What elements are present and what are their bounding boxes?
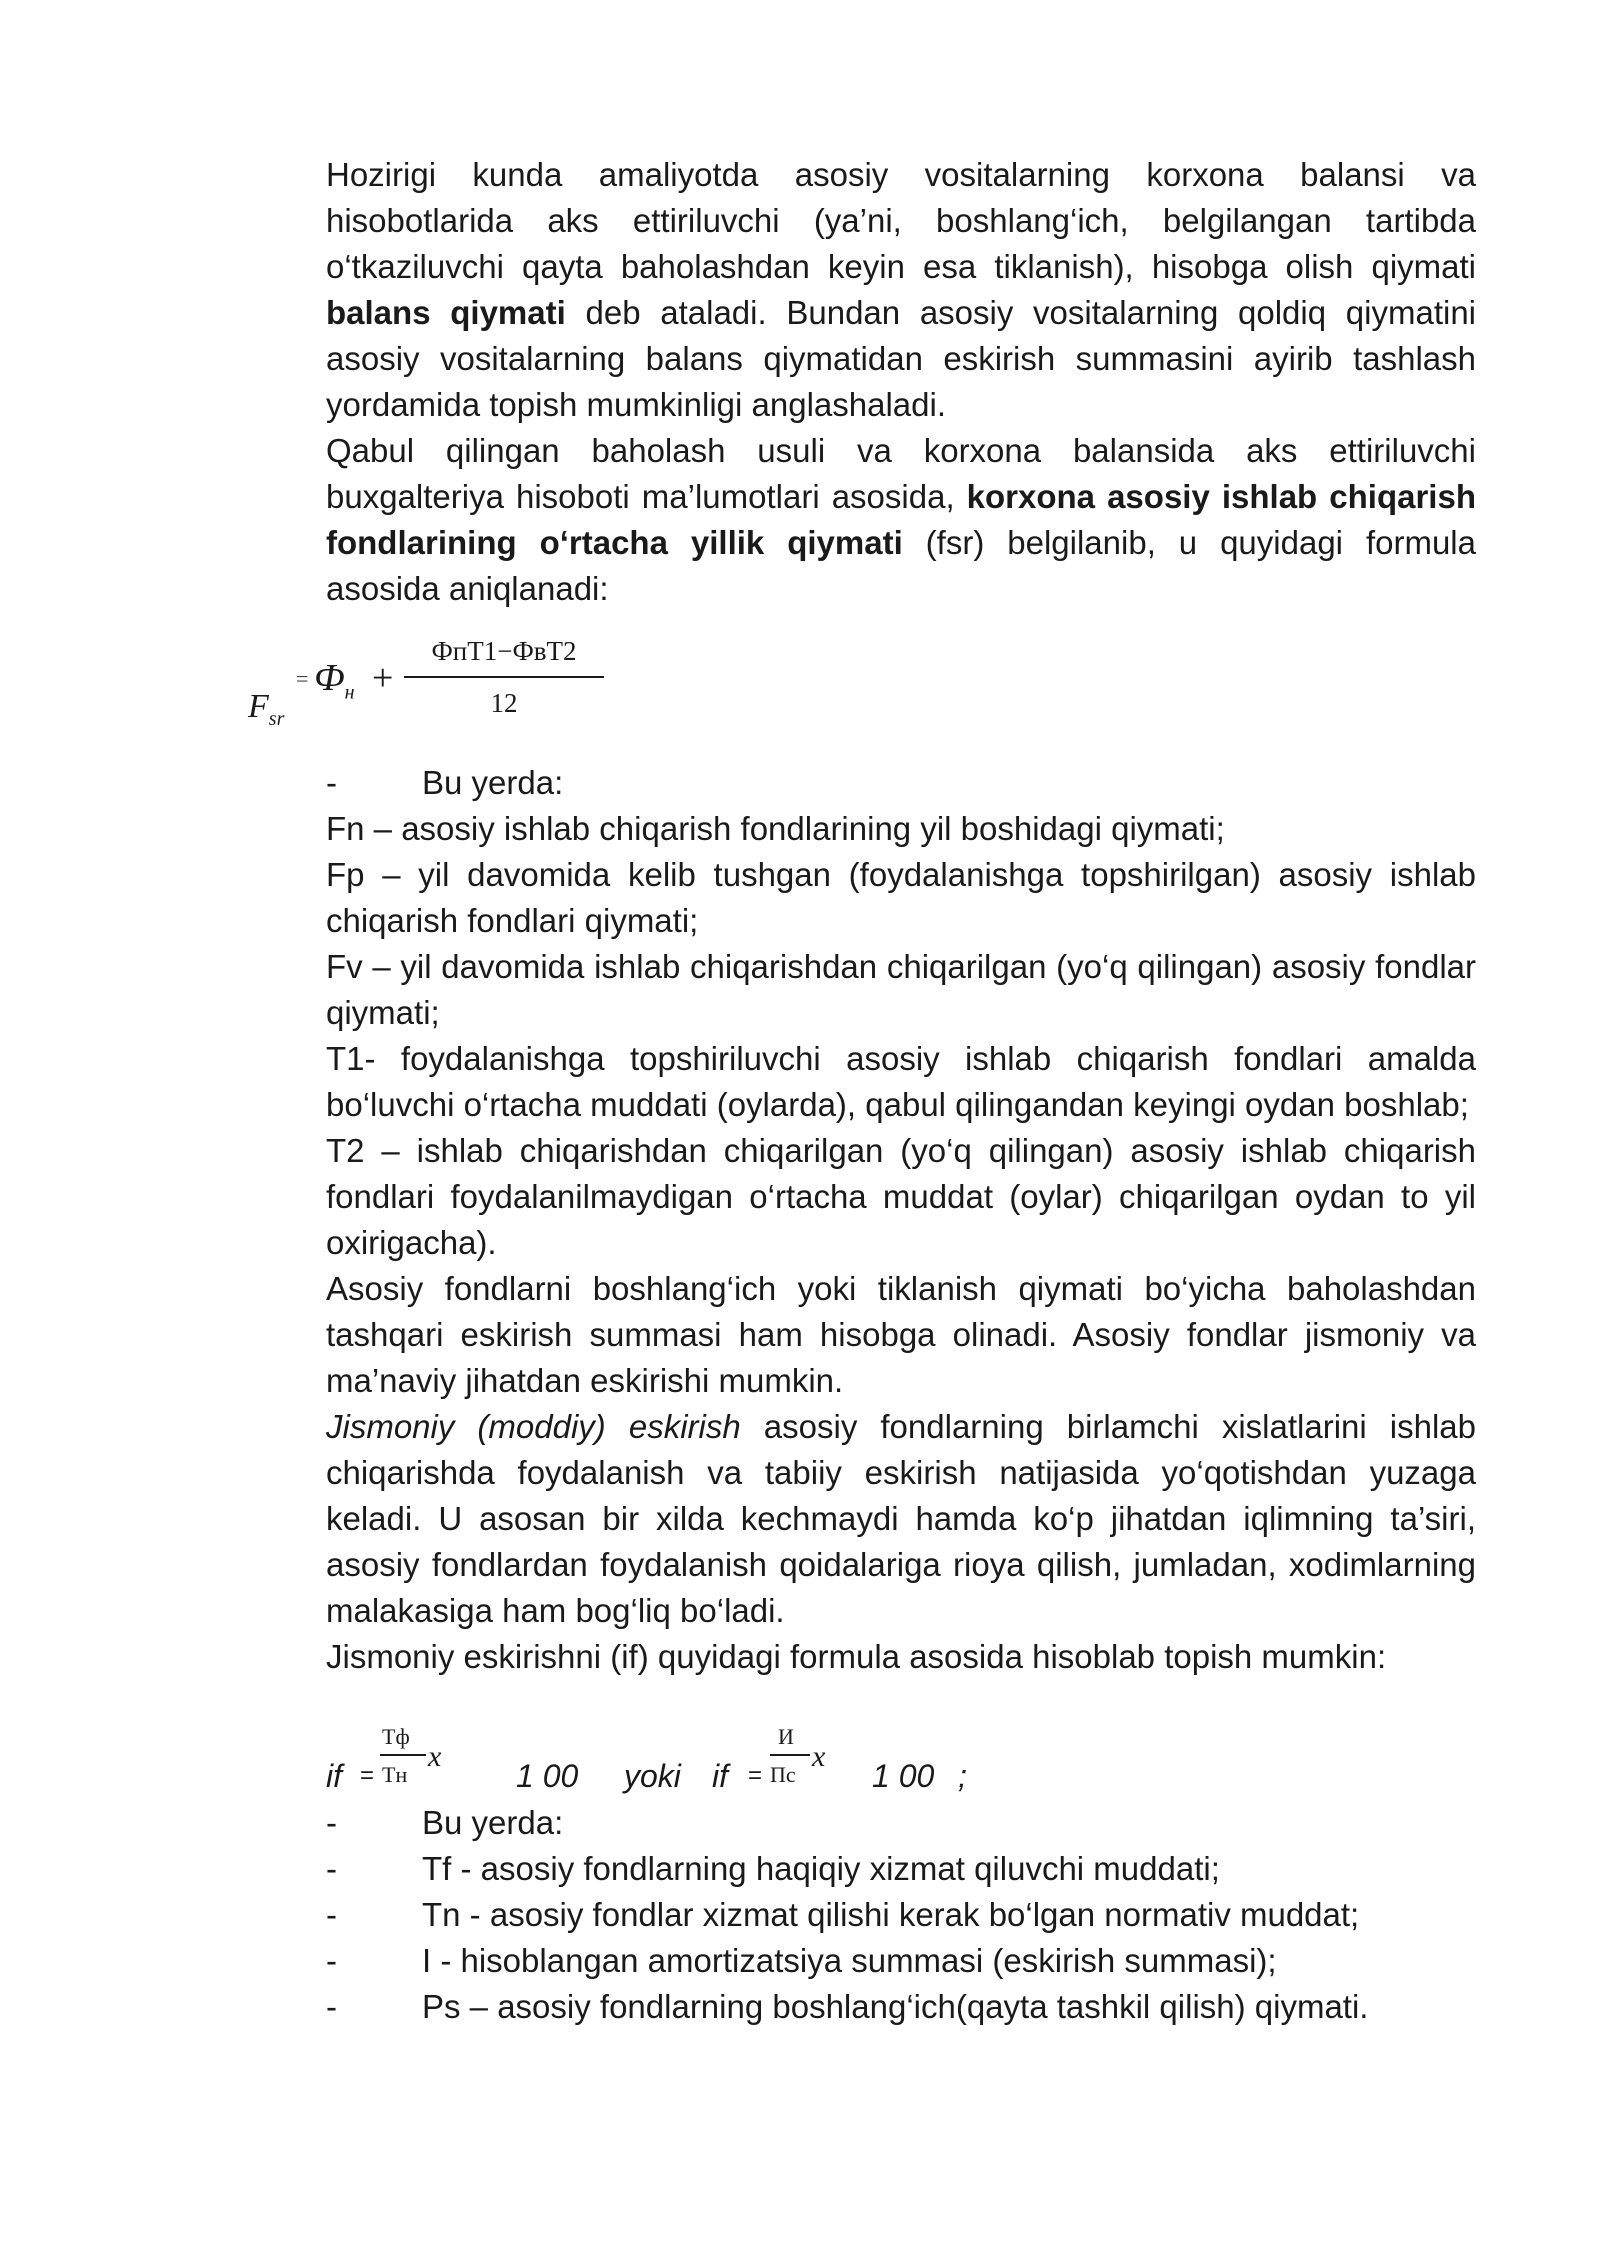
- text-span: asosiy fondlarning birlamchi xislatlarini ishlab chiqarishda foydalanish va tabiiy eskirish natijasida yo‘qotishdan yuzaga keladi. U asosan bir xilda kechmaydi hamda ko‘p jihatdan iqlimning ta’siri, asosiy fondlardan foydalanish qoidalariga rioya qilish, jumladan, xodimlarning malakasiga ham bog‘liq bo‘ladi.: [326, 1408, 1476, 1629]
- formula-numerator: ФпТ1−ФвТ2: [431, 636, 577, 666]
- list-dash: -: [326, 1850, 337, 1887]
- formula-semicolon: ;: [958, 1758, 967, 1794]
- formula-symbol: if: [326, 1758, 342, 1794]
- fraction-bar: [404, 676, 604, 678]
- definition-fn: Fn – asosiy ishlab chiqarish fondlarining yil boshidagi qiymati;: [326, 810, 1225, 847]
- list-item: [326, 1938, 1476, 1984]
- fraction-bar: [380, 1754, 426, 1756]
- formula-average-annual-value: [248, 636, 608, 736]
- list-item: [326, 1892, 1476, 1938]
- paragraph-depreciation: Asosiy fondlarni boshlang‘ich yoki tiklanish qiymati bo‘yicha baholashdan tashqari eskirish summasi ham hisobga olinadi. Asosiy fondlar jismoniy va ma’naviy jihatdan eskirishi mumkin.: [326, 1270, 1476, 1399]
- formula-symbol: F: [248, 688, 269, 725]
- formula-numerator: Тф: [382, 1724, 410, 1749]
- text-span: deb ataladi. Bundan asosiy vositalarning qoldiq qiymatini asosiy vositalarning balans qiymatidan eskirish summasini ayirib tashlash yordamida topish mumkinligi anglashaladi.: [326, 294, 1477, 423]
- formula-number: 1 00: [516, 1758, 579, 1794]
- fraction-bar: [770, 1754, 810, 1756]
- defs-intro: [326, 760, 1476, 806]
- list-dash: -: [326, 1804, 337, 1841]
- list-text: Bu yerda:: [422, 764, 564, 801]
- bold-term: balans qiymati: [326, 294, 566, 331]
- formula-lhs: [248, 688, 284, 731]
- text-span: Hozirigi kunda amaliyotda asosiy vositalarning korxona balansi va hisobotlarida aks ettiriluvchi (ya’ni, boshlang‘ich, belgilangan tartibda o‘tkaziluvchi qayta baholashdan keyin esa tiklanish), hisobga olish qiymati: [326, 156, 1476, 285]
- symbol-list: [326, 1800, 1476, 2030]
- list-item: [326, 1800, 1476, 1846]
- list-item: [326, 1846, 1476, 1892]
- text-span: (fsr) belgilanib, u quyidagi formula asosida aniqlanadi:: [326, 524, 1476, 607]
- formula-denominator: Тн: [382, 1762, 408, 1787]
- formula-multiply: x: [812, 1740, 826, 1773]
- italic-term: Jismoniy (moddiy) eskirish: [326, 1408, 741, 1445]
- definition-t2: T2 – ishlab chiqarishdan chiqarilgan (yo‘q qilingan) asosiy ishlab chiqarish fondlari foydalanilmaydigan o‘rtacha muddat (oylar) chiqarilgan oydan to yil oxirigacha).: [326, 1132, 1476, 1261]
- formula-denominator: 12: [490, 688, 518, 718]
- list-text: I - hisoblangan amortizatsiya summasi (eskirish summasi);: [422, 1942, 1277, 1979]
- formula-denominator: Пс: [770, 1762, 796, 1787]
- formula-equals: =: [296, 666, 309, 691]
- definition-fv: Fv – yil davomida ishlab chiqarishdan chiqarilgan (yo‘q qilingan) asosiy fondlar qiymati;: [326, 948, 1476, 1031]
- paragraph-formula-intro: Jismoniy eskirishni (if) quyidagi formula asosida hisoblab topish mumkin:: [326, 1638, 1387, 1675]
- formula-number: 1 00: [872, 1758, 935, 1794]
- definition-fp: Fp – yil davomida kelib tushgan (foydalanishga topshirilgan) asosiy ishlab chiqarish fondlari qiymati;: [326, 856, 1476, 939]
- formula-equals: =: [748, 1762, 763, 1789]
- list-text: Tn - asosiy fondlar xizmat qilishi kerak bo‘lgan normativ muddat;: [422, 1896, 1360, 1933]
- paragraph-average-value: [326, 428, 1476, 612]
- list-text: Ps – asosiy fondlarning boshlang‘ich(qayta tashkil qilish) qiymati.: [422, 1988, 1369, 2025]
- paragraph-text: [326, 428, 1476, 612]
- formula-physical-wear: [326, 1722, 1026, 1802]
- bold-term: korxona asosiy ishlab chiqarish fondlarining o‘rtacha yillik qiymati: [326, 478, 1476, 561]
- formula-symbol: if: [712, 1758, 728, 1794]
- list-dash: -: [326, 764, 337, 801]
- definition-t1: T1- foydalanishga topshiriluvchi asosiy ishlab chiqarish fondlari amalda bo‘luvchi o‘rtacha muddati (oylarda), qabul qilingandan keyingi oydan boshlab;: [326, 1040, 1476, 1123]
- list-text: Tf - asosiy fondlarning haqiqiy xizmat qiluvchi muddati;: [422, 1850, 1220, 1887]
- paragraph-balance-value: [326, 152, 1476, 428]
- formula-equals: =: [360, 1762, 375, 1789]
- formula-symbol: Ф: [314, 657, 345, 699]
- formula-phi: [314, 656, 354, 705]
- text-span: Qabul qilingan baholash usuli va korxona balansida aks ettiriluvchi buxgalteriya hisoboti ma’lumotlari asosida,: [326, 432, 1476, 515]
- list-dash: -: [326, 1896, 337, 1933]
- list-item: [326, 1984, 1476, 2030]
- formula-numerator: И: [778, 1724, 794, 1749]
- list-dash: -: [326, 1988, 337, 2025]
- formula-subscript: н: [344, 681, 355, 704]
- formula-subscript: sr: [268, 707, 285, 730]
- paragraph-physical-wear: [326, 1404, 1476, 1634]
- formula-multiply: x: [428, 1740, 442, 1773]
- definitions-block: [326, 760, 1476, 1680]
- formula-text: yoki: [624, 1758, 681, 1794]
- paragraph-text: [326, 152, 1476, 428]
- list-text: Bu yerda:: [422, 1804, 564, 1841]
- formula-plus: +: [372, 657, 394, 699]
- list-dash: -: [326, 1942, 337, 1979]
